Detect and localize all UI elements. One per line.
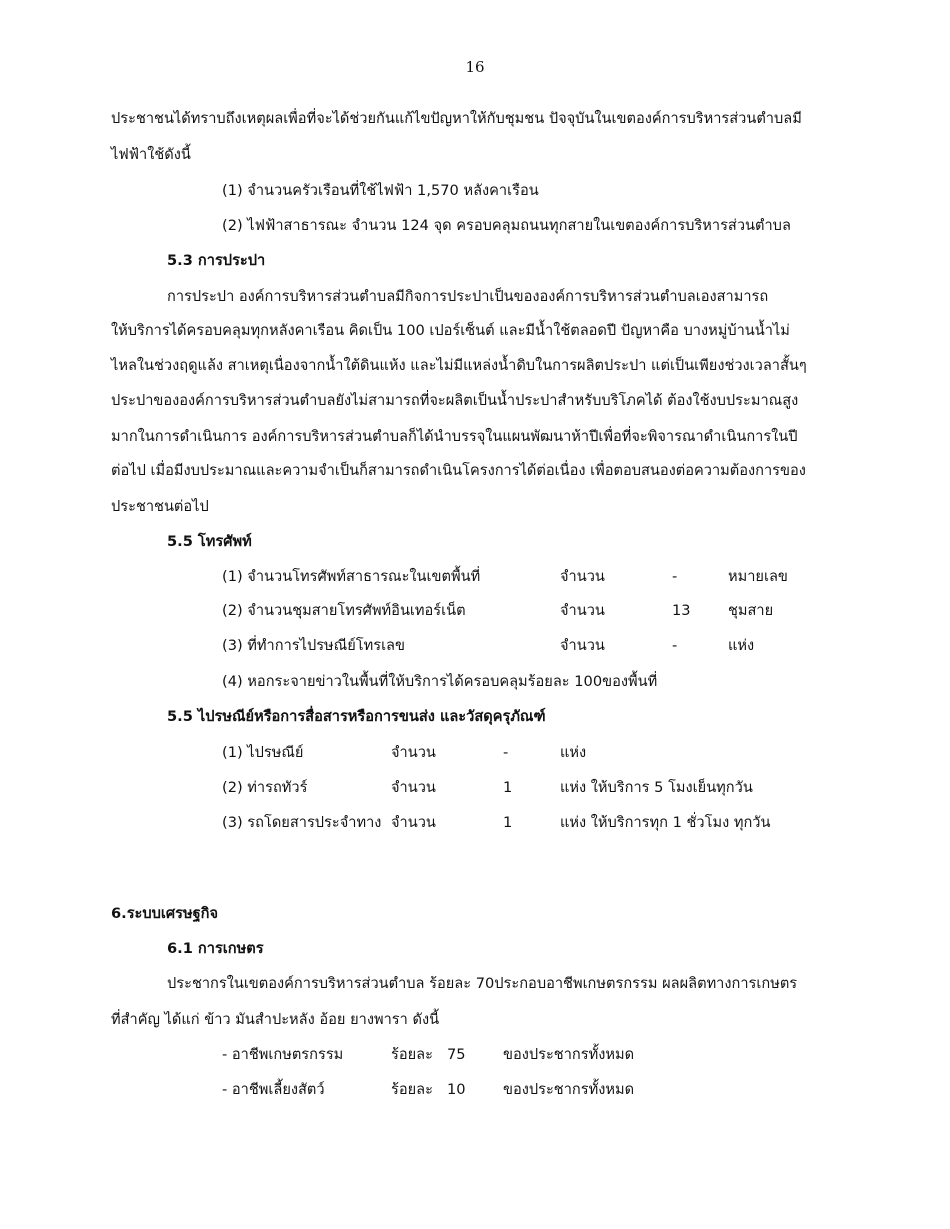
row-unit: หมายเลข: [728, 568, 788, 585]
row-desc: ของประชากรทั้งหมด: [503, 1046, 635, 1063]
row-label: (1) ไปรษณีย์: [222, 744, 304, 761]
row-label: (3) ที่ทำการไปรษณีย์โทรเลข: [222, 637, 405, 654]
row-value: -: [503, 744, 509, 761]
row-label: (1) จำนวนโทรศัพท์สาธารณะในเขตพื้นที่: [222, 568, 481, 585]
body-text-line: ที่สำคัญ ได้แก่ ข้าว มันสำปะหลัง อ้อย ยางพารา ดังนี้: [111, 1011, 440, 1028]
row-word: จำนวน: [391, 744, 436, 761]
row-value: -: [672, 568, 678, 585]
list-item: (2) ไฟฟ้าสาธารณะ จำนวน 124 จุด ครอบคลุมถนนทุกสายในเขตองค์การบริหารส่วนตำบล: [222, 217, 791, 234]
row-desc: ของประชากรทั้งหมด: [503, 1081, 635, 1098]
row-word: ร้อยละ: [391, 1046, 433, 1063]
row-value: -: [672, 637, 678, 654]
row-label: - อาชีพเกษตรกรรม: [222, 1046, 344, 1063]
body-text-line: ต่อไป เมื่อมีงบประมาณและความจำเป็นก็สามารถดำเนินโครงการได้ต่อเนื่อง เพื่อตอบสนองต่อความต้องการของ: [111, 462, 806, 479]
list-item: (4) หอกระจายข่าวในพื้นที่ให้บริการได้ครอบคลุมร้อยละ 100ของพื้นที่: [222, 673, 658, 690]
body-text-line: ไฟฟ้าใช้ดังนี้: [111, 146, 191, 163]
body-text-line: ไหลในช่วงฤดูแล้ง สาเหตุเนื่องจากน้ำใต้ดินแห้ง และไม่มีแหล่งน้ำดิบในการผลิตประปา แต่เป็นเพียงช่วงเวลาสั้นๆ: [111, 357, 807, 374]
row-unit: ชุมสาย: [728, 602, 774, 619]
section-heading: 5.5 โทรศัพท์: [167, 533, 252, 550]
row-word: จำนวน: [391, 779, 436, 796]
row-word: จำนวน: [391, 814, 436, 831]
row-label: (3) รถโดยสารประจำทาง: [222, 814, 382, 831]
row-value: 10: [447, 1081, 466, 1098]
row-label: (2) ท่ารถทัวร์: [222, 779, 308, 796]
row-label: (2) จำนวนชุมสายโทรศัพท์อินเทอร์เน็ต: [222, 602, 466, 619]
section-heading: 5.5 ไปรษณีย์หรือการสื่อสารหรือการขนส่ง และวัสดุครุภัณฑ์: [167, 708, 546, 725]
body-text-line: ประชากรในเขตองค์การบริหารส่วนตำบล ร้อยละ 70ประกอบอาชีพเกษตรกรรม ผลผลิตทางการเกษตร: [167, 975, 798, 992]
row-word: จำนวน: [560, 637, 605, 654]
row-word: จำนวน: [560, 568, 605, 585]
row-unit: แห่ง ให้บริการ 5 โมงเย็นทุกวัน: [560, 779, 753, 796]
row-value: 75: [447, 1046, 466, 1063]
row-unit: แห่ง: [560, 744, 587, 761]
row-unit: แห่ง ให้บริการทุก 1 ชั่วโมง ทุกวัน: [560, 814, 771, 831]
row-value: 13: [672, 602, 691, 619]
body-text-line: ประชาชนต่อไป: [111, 498, 209, 515]
body-text-line: ประปาขององค์การบริหารส่วนตำบลยังไม่สามารถที่จะผลิตเป็นน้ำประปาสำหรับบริโภคได้ ต้องใช้งบประมาณสูง: [111, 392, 799, 409]
row-label: - อาชีพเลี้ยงสัตว์: [222, 1081, 325, 1098]
row-value: 1: [503, 814, 513, 831]
list-item: (1) จำนวนครัวเรือนที่ใช้ไฟฟ้า 1,570 หลังคาเรือน: [222, 182, 539, 199]
body-text-line: มากในการดำเนินการ องค์การบริหารส่วนตำบลก็ได้นำบรรจุในแผนพัฒนาห้าปีเพื่อที่จะพิจารณาดำเนินการในปี: [111, 428, 798, 445]
row-unit: แห่ง: [728, 637, 755, 654]
row-word: ร้อยละ: [391, 1081, 433, 1098]
row-value: 1: [503, 779, 513, 796]
section-heading: 6.ระบบเศรษฐกิจ: [111, 905, 219, 922]
row-word: จำนวน: [560, 602, 605, 619]
subsection-heading: 6.1 การเกษตร: [167, 940, 264, 957]
body-text-line: การประปา องค์การบริหารส่วนตำบลมีกิจการประปาเป็นขององค์การบริหารส่วนตำบลเองสามารถ: [167, 288, 769, 305]
body-text-line: ประชาชนได้ทราบถึงเหตุผลเพื่อที่จะได้ช่วยกันแก้ไขปัญหาให้กับชุมชน ปัจจุบันในเขตองค์การบริหารส่วนตำบลมี: [111, 110, 802, 127]
section-heading: 5.3 การประปา: [167, 252, 266, 269]
body-text-line: ให้บริการได้ครอบคลุมทุกหลังคาเรือน คิดเป็น 100 เปอร์เซ็นต์ และมีน้ำใช้ตลอดปี ปัญหาคือ บางหมู่บ้านน้ำไม่: [111, 322, 790, 339]
page-number: 16: [465, 58, 485, 76]
